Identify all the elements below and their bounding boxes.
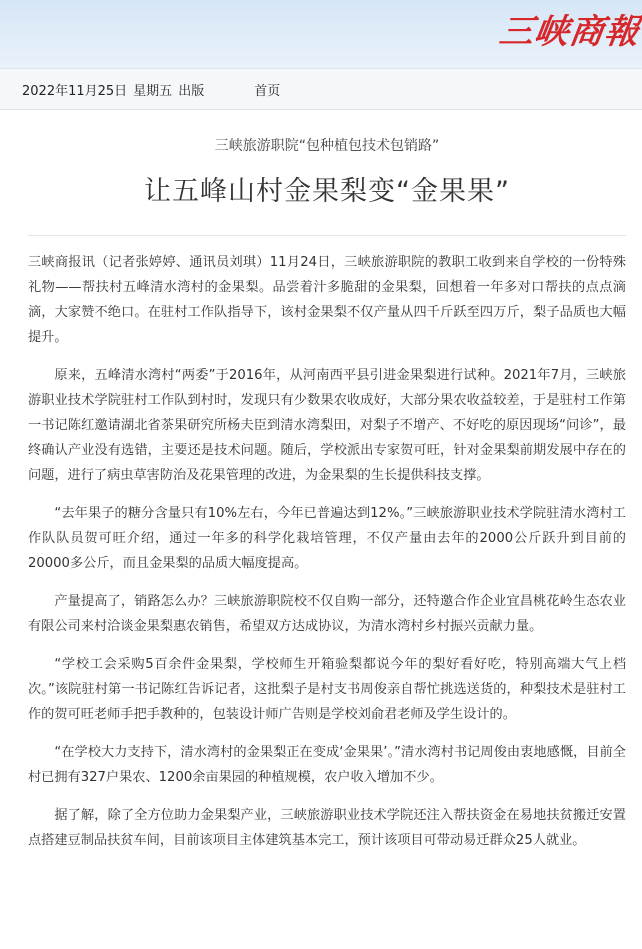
home-link[interactable]: 首页	[254, 83, 281, 99]
title-divider	[28, 235, 626, 236]
article-paragraph: 据了解，除了全方位助力金果梨产业，三峡旅游职业技术学院还注入帮扶资金在易地扶贫搬迁安置点搭建豆制品扶贫车间，目前该项目主体建筑基本完工，预计该项目可带动易迁群众25人就业。	[28, 808, 626, 848]
article-paragraph: 三峡商报讯（记者张婷婷、通讯员刘琪）11月24日，三峡旅游职院的教职工收到来自学校的一份特殊礼物——帮扶村五峰清水湾村的金果梨。品尝着汁多脆甜的金果梨，回想着一年多对口帮扶的点点滴滴，大家赞不绝口。在驻村工作队指导下，该村金果梨不仅产量从四千斤跃至四万斤，梨子品质也大幅提升。	[28, 255, 626, 345]
date-bar	[0, 68, 642, 110]
article-paragraph: “在学校大力支持下，清水湾村的金果梨正在变成‘金果果’。”清水湾村书记周俊由衷地感慨，目前全村已拥有327户果农、1200余亩果园的种植规模，农户收入增加不少。	[28, 745, 626, 785]
article-paragraph: 产量提高了，销路怎么办？三峡旅游职院校不仅自购一部分，还特邀合作企业宜昌桃花岭生态农业有限公司来村洽谈金果梨惠农销售，希望双方达成协议，为清水湾村乡村振兴贡献力量。	[28, 594, 626, 634]
article	[0, 135, 642, 853]
header-banner	[0, 0, 642, 68]
article-paragraph: 原来，五峰清水湾村“两委”于2016年，从河南西平县引进金果梨进行试种。2021年7月，三峡旅游职业技术学院驻村工作队到村时，发现只有少数果农收成好，大部分果农收益较差，于是驻村工作第一书记陈红邀请湖北省茶果研究所杨夫臣到清水湾梨田，对梨子不增产、不好吃的原因现场“问诊”，最终确认产业没有选错，主要还是技术问题。随后，学校派出专家贺可旺，针对金果梨前期发展中存在的问题，进行了病虫草害防治及花果管理的改进，为金果梨的生长提供科技支撑。	[28, 368, 626, 483]
article-title: 让五峰山村金果梨变“金果果”	[144, 176, 510, 207]
article-paragraph: “去年果子的糖分含量只有10%左右，今年已普遍达到12%。”三峡旅游职业技术学院驻清水湾村工作队队员贺可旺介绍，通过一年多的科学化栽培管理，不仅产量由去年的2000公斤跃升到目前的20000多公斤，而且金果梨的品质大幅度提高。	[28, 506, 626, 571]
article-paragraph: “学校工会采购5百余件金果梨，学校师生开箱验梨都说今年的梨好看好吃，特别高端大气上档次。”该院驻村第一书记陈红告诉记者，这批梨子是村支书周俊亲自帮忙挑选送货的，种梨技术是驻村工作的贺可旺老师手把手教种的，包装设计师广告则是学校刘俞君老师及学生设计的。	[28, 657, 626, 722]
newspaper-logo[interactable]: 三峡商報	[496, 12, 642, 52]
issue-weekday: 星期五	[133, 83, 173, 99]
article-subtitle: 三峡旅游职院“包种植包技术包销路”	[214, 138, 440, 154]
issue-date: 2022年11月25日	[22, 83, 128, 99]
issue-edition: 出版	[178, 83, 205, 99]
